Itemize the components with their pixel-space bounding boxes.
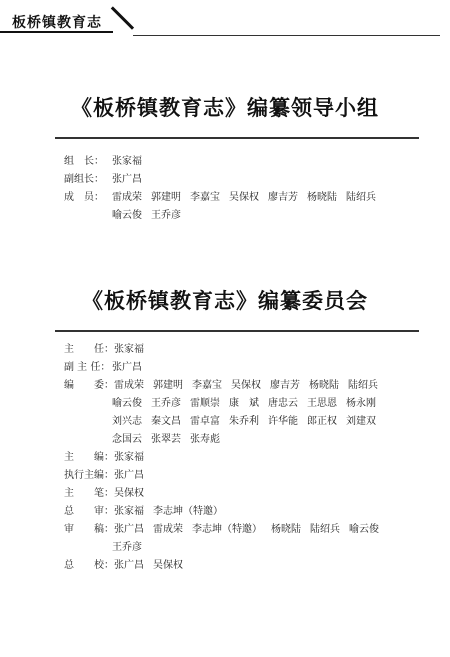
list-row <box>64 189 434 207</box>
list-row <box>64 207 434 225</box>
role-label: 总 审： <box>64 506 114 517</box>
list-row <box>64 377 434 395</box>
list-row <box>64 467 434 485</box>
member-name: 张家福 <box>114 506 144 517</box>
member-name: 喻云俊 <box>112 210 142 221</box>
member-names <box>114 467 434 485</box>
list-row <box>64 413 434 431</box>
role-label <box>64 431 112 449</box>
member-names <box>112 189 434 207</box>
list-row <box>64 171 434 189</box>
member-name: 陆绍兵 <box>310 524 340 535</box>
member-name: 张广昌 <box>114 524 144 535</box>
member-name: 李志坤（特邀） <box>153 506 223 517</box>
role-label <box>64 539 112 557</box>
member-name: 郎正权 <box>307 416 337 427</box>
committee-title: 《板桥镇教育志》编纂委员会 <box>82 289 368 313</box>
member-names <box>114 485 434 503</box>
leadership-title-rule <box>55 137 419 139</box>
list-row <box>64 485 434 503</box>
member-names <box>112 413 434 431</box>
member-name: 杨永刚 <box>346 398 376 409</box>
member-names <box>112 539 434 557</box>
member-name: 朱乔利 <box>229 416 259 427</box>
member-names <box>114 449 434 467</box>
role-label: 成 员： <box>64 192 104 203</box>
role-label: 组 长： <box>64 156 104 167</box>
role-label: 副 主 任： <box>64 362 111 373</box>
member-name: 廖吉芳 <box>270 380 300 391</box>
member-name: 吴保权 <box>114 488 144 499</box>
member-names <box>114 521 434 539</box>
role-label <box>64 413 112 431</box>
member-name: 吴保权 <box>229 192 259 203</box>
member-name: 雷成荣 <box>153 524 183 535</box>
member-name: 张广昌 <box>114 470 144 481</box>
role-label <box>64 395 112 413</box>
header-line <box>133 35 440 36</box>
member-name: 王乔彦 <box>112 542 142 553</box>
member-name: 雷顺崇 <box>190 398 220 409</box>
role-label: 主 笔： <box>64 488 114 499</box>
member-name: 吴保权 <box>231 380 261 391</box>
member-names <box>114 341 434 359</box>
member-names <box>112 359 434 377</box>
header-title: 板桥镇教育志 <box>12 15 102 31</box>
role-label: 主 编： <box>64 452 114 463</box>
list-row <box>64 503 434 521</box>
member-name: 吴保权 <box>153 560 183 571</box>
member-name: 杨晓陆 <box>307 192 337 203</box>
role-label: 编 委： <box>64 380 114 391</box>
member-name: 李嘉宝 <box>192 380 222 391</box>
list-row <box>64 539 434 557</box>
role-label: 总 校： <box>64 560 114 571</box>
member-name: 张家福 <box>114 452 144 463</box>
member-name: 许华能 <box>268 416 298 427</box>
member-name: 唐忠云 <box>268 398 298 409</box>
member-names <box>112 207 434 225</box>
committee-title-rule <box>55 330 419 332</box>
member-name: 雷成荣 <box>112 192 142 203</box>
member-name: 张家福 <box>112 156 142 167</box>
member-name: 张翠芸 <box>151 434 181 445</box>
member-names <box>112 395 434 413</box>
member-names <box>114 557 434 575</box>
member-name: 李嘉宝 <box>190 192 220 203</box>
member-name: 李志坤（特邀） <box>192 524 262 535</box>
list-row <box>64 449 434 467</box>
member-names <box>114 377 434 395</box>
leadership-member-list <box>64 153 434 225</box>
member-name: 杨晓陆 <box>309 380 339 391</box>
role-label: 副组长： <box>64 174 104 185</box>
member-name: 张广昌 <box>112 174 142 185</box>
member-name: 郭建明 <box>151 192 181 203</box>
member-name: 刘建双 <box>346 416 376 427</box>
member-name: 秦文昌 <box>151 416 181 427</box>
list-row <box>64 341 434 359</box>
member-name: 张寿彪 <box>190 434 220 445</box>
member-name: 张广昌 <box>114 560 144 571</box>
list-row <box>64 153 434 171</box>
role-label: 执行主编： <box>64 470 114 481</box>
role-label <box>64 207 112 225</box>
member-name: 王乔彦 <box>151 210 181 221</box>
member-name: 张广昌 <box>112 362 142 373</box>
member-names <box>112 431 434 449</box>
member-name: 喻云俊 <box>112 398 142 409</box>
role-label: 主 任： <box>64 344 114 355</box>
member-name: 杨晓陆 <box>271 524 301 535</box>
member-name: 刘兴志 <box>112 416 142 427</box>
header-slash <box>111 6 134 29</box>
role-label: 审 稿： <box>64 524 114 535</box>
member-name: 郭建明 <box>153 380 183 391</box>
member-name: 念国云 <box>112 434 142 445</box>
member-names <box>112 153 434 171</box>
member-name: 张家福 <box>114 344 144 355</box>
list-row <box>64 395 434 413</box>
member-name: 喻云俊 <box>349 524 379 535</box>
member-name: 王思恩 <box>307 398 337 409</box>
member-names <box>112 171 434 189</box>
list-row <box>64 359 434 377</box>
header-rule <box>0 31 113 33</box>
member-name: 陆绍兵 <box>348 380 378 391</box>
member-names <box>114 503 434 521</box>
list-row <box>64 557 434 575</box>
committee-member-list <box>64 341 434 575</box>
member-name: 廖吉芳 <box>268 192 298 203</box>
member-name: 雷成荣 <box>114 380 144 391</box>
running-header <box>0 0 450 46</box>
member-name: 陆绍兵 <box>346 192 376 203</box>
list-row <box>64 431 434 449</box>
leadership-group-title: 《板桥镇教育志》编纂领导小组 <box>71 96 379 120</box>
member-name: 王乔彦 <box>151 398 181 409</box>
member-name: 雷卓富 <box>190 416 220 427</box>
member-name: 康 斌 <box>229 398 259 409</box>
list-row <box>64 521 434 539</box>
